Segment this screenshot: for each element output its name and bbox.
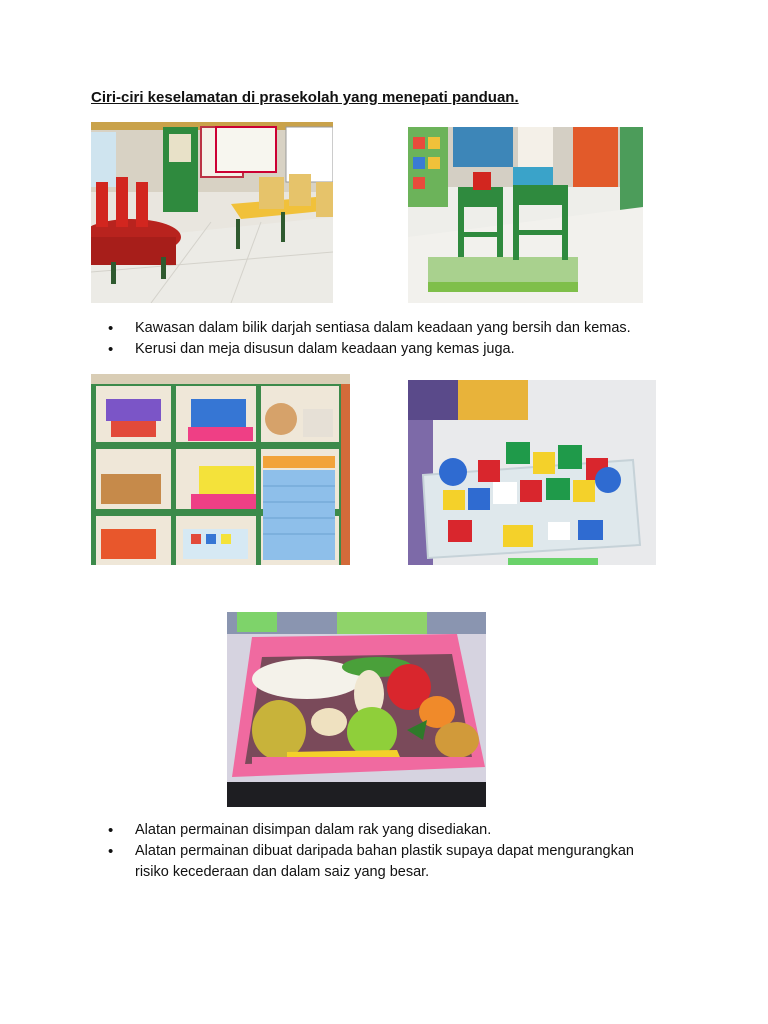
document-title: Ciri-ciri keselamatan di prasekolah yang menepati panduan.	[91, 89, 519, 106]
bullet-list-toys	[108, 820, 668, 883]
photo-toy-shelf	[91, 374, 350, 565]
photo-classroom-green-chairs	[408, 127, 643, 303]
bullet-item: • Alatan permainan disimpan dalam rak yang disediakan.	[108, 820, 668, 841]
bullet-item: • Alatan permainan dibuat daripada bahan plastik supaya dapat mengurangkan risiko kecederaan dan dalam saiz yang besar.	[108, 841, 668, 883]
photo-block-container	[408, 380, 656, 565]
bullet-item: • Kerusi dan meja disusun dalam keadaan yang kemas juga.	[108, 339, 631, 360]
bullet-item: • Kawasan dalam bilik darjah sentiasa dalam keadaan yang bersih dan kemas.	[108, 318, 631, 339]
bullet-list-classroom	[108, 318, 631, 360]
photo-fruit-basket	[227, 612, 486, 807]
photo-classroom-red-chairs	[91, 122, 333, 303]
